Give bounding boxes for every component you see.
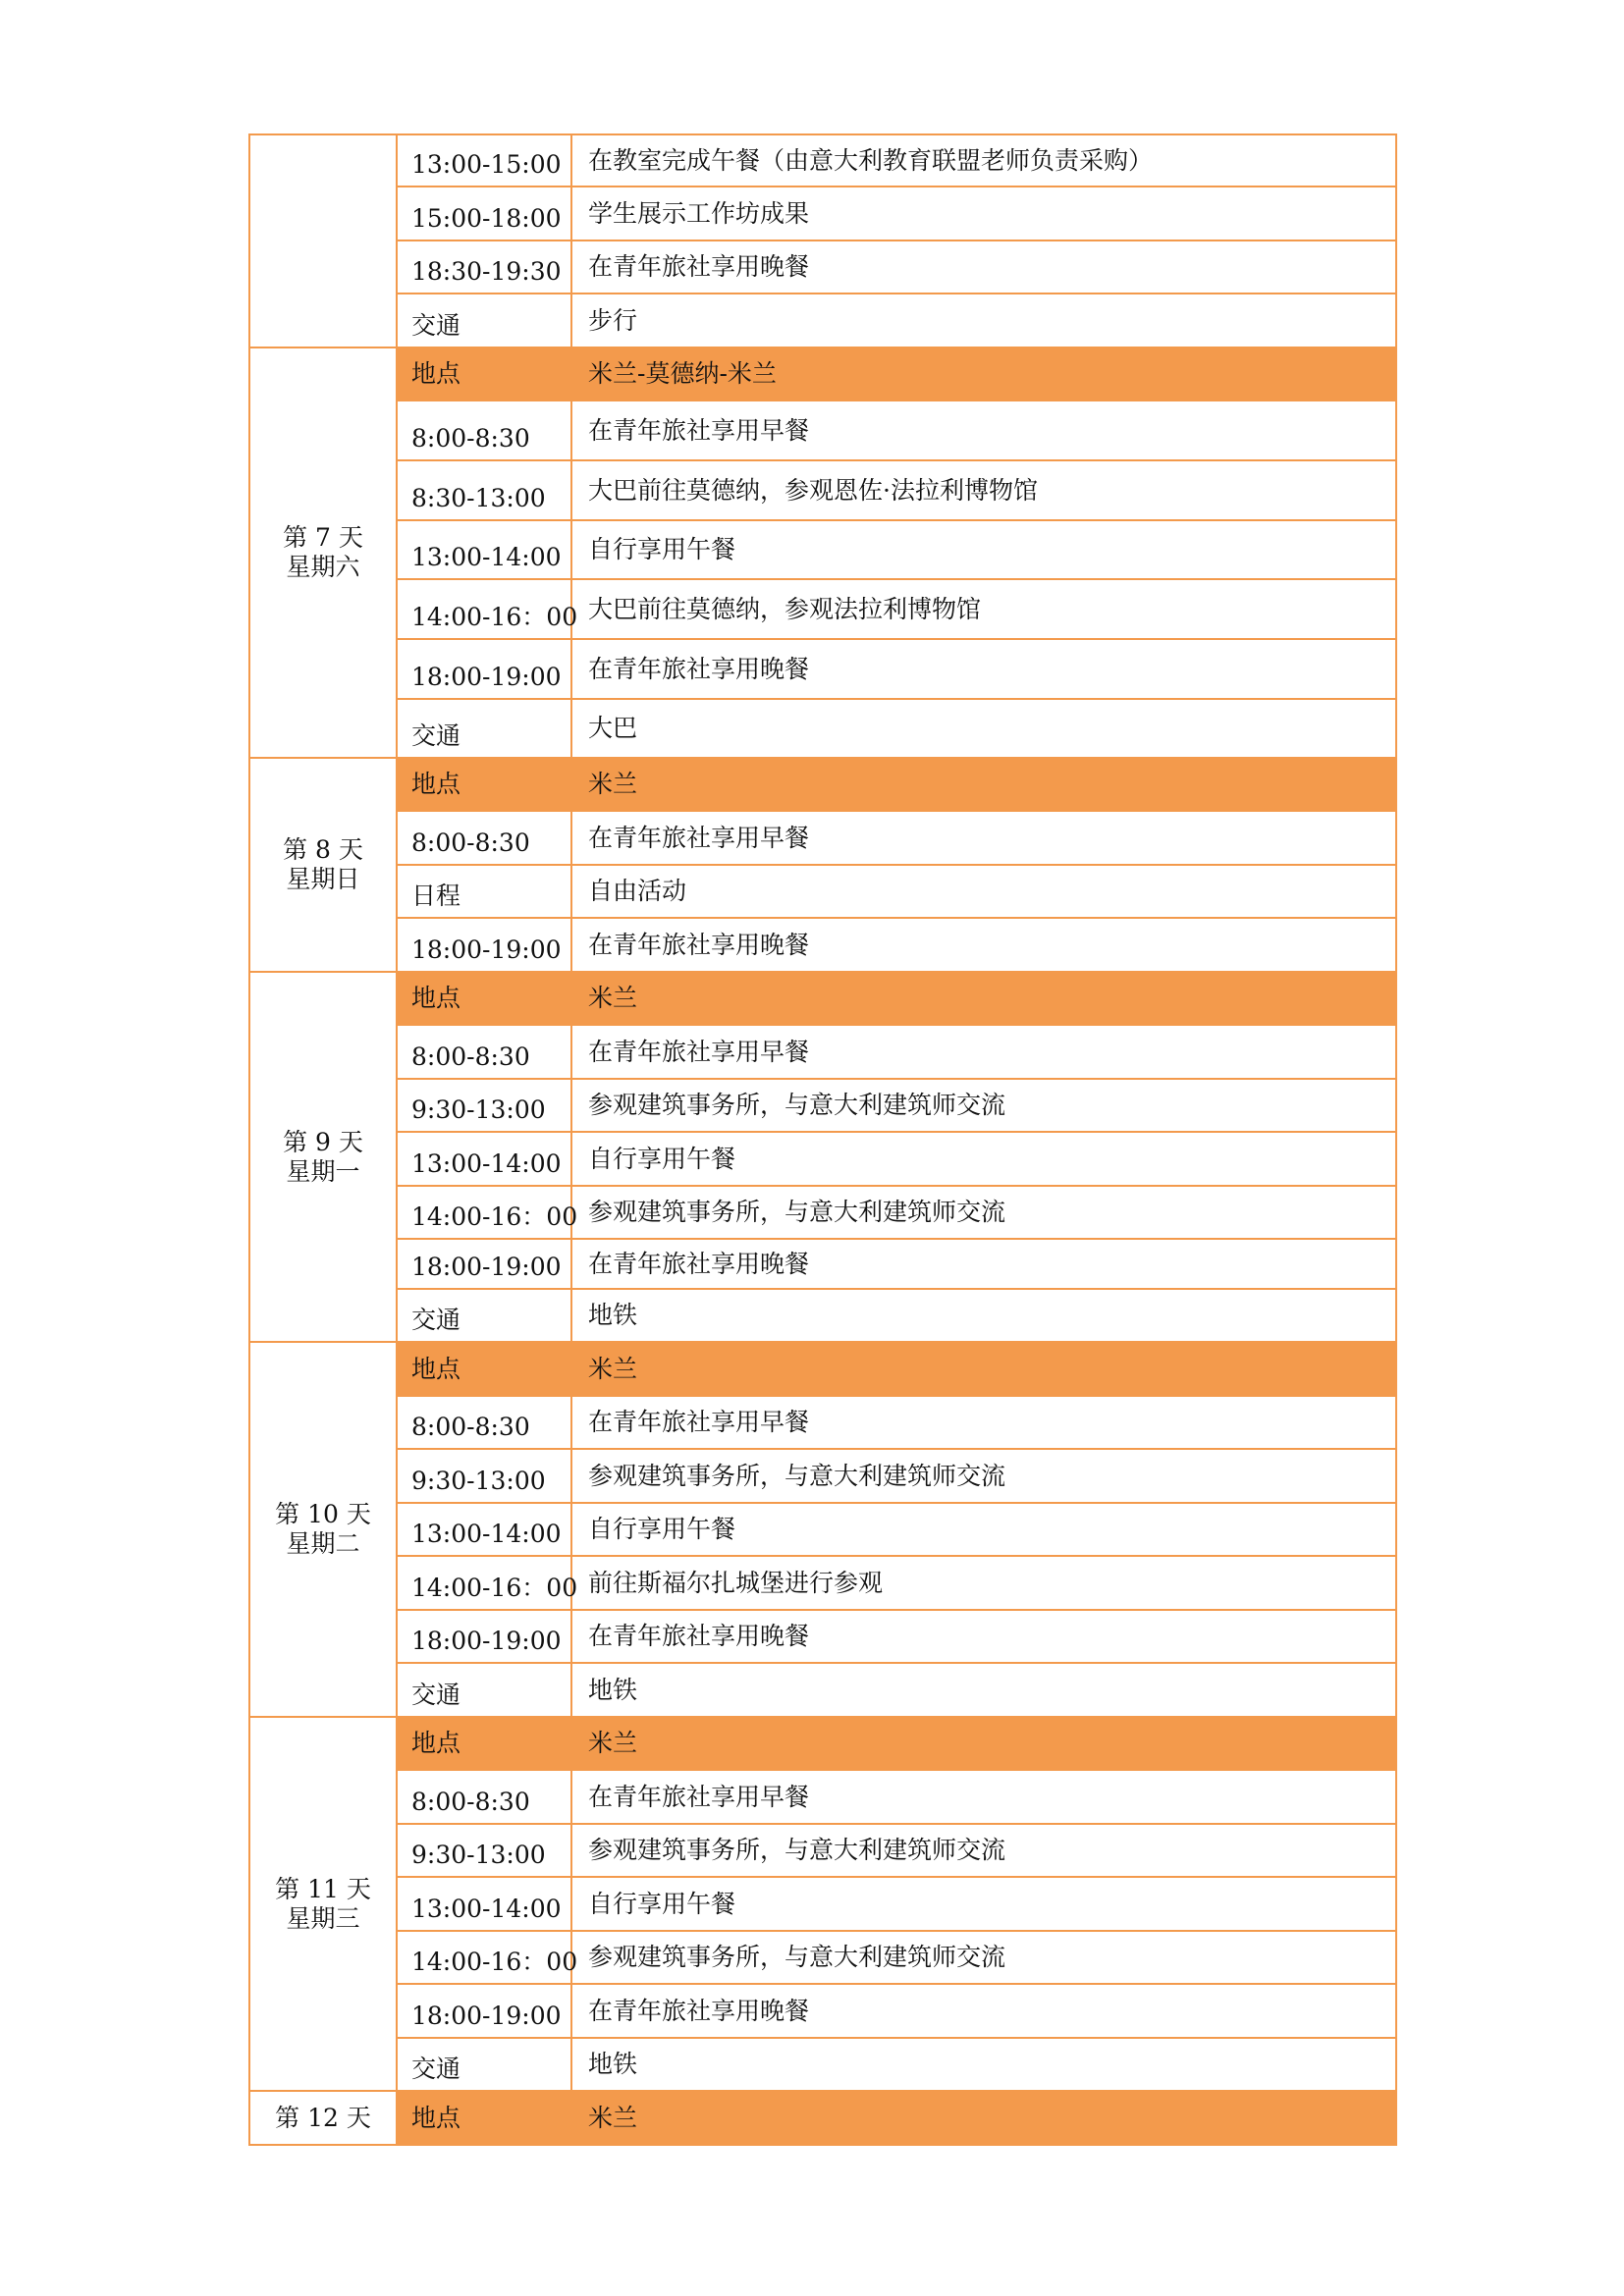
schedule-row bbox=[249, 1984, 1396, 2038]
schedule-row bbox=[249, 1186, 1396, 1239]
location-label: 地点 bbox=[397, 1342, 571, 1396]
activity: 在青年旅社享用早餐 bbox=[571, 1770, 1396, 1824]
location-value: 米兰 bbox=[571, 1717, 1396, 1770]
day-cell bbox=[249, 972, 397, 1342]
activity: 地铁 bbox=[571, 2038, 1396, 2091]
time-slot: 13:00-15:00 bbox=[397, 134, 571, 187]
schedule-row bbox=[249, 520, 1396, 579]
activity: 自行享用午餐 bbox=[571, 1132, 1396, 1186]
time-slot: 15:00-18:00 bbox=[397, 187, 571, 240]
day-number: 第 9 天 bbox=[283, 1127, 363, 1156]
location-row bbox=[249, 972, 1396, 1025]
weekday: 星期三 bbox=[286, 1903, 360, 1933]
itinerary-body bbox=[249, 134, 1396, 2145]
schedule-row bbox=[249, 1289, 1396, 1342]
time-slot: 14:00-16：00 bbox=[397, 1556, 571, 1610]
activity: 在青年旅社享用晚餐 bbox=[571, 1984, 1396, 2038]
day-number: 第 10 天 bbox=[275, 1500, 371, 1528]
schedule-row bbox=[249, 1132, 1396, 1186]
schedule-row bbox=[249, 1663, 1396, 1717]
location-label: 地点 bbox=[397, 347, 571, 400]
time-slot: 18:00-19:00 bbox=[397, 1239, 571, 1289]
location-label: 地点 bbox=[397, 2091, 571, 2145]
schedule-row bbox=[249, 1079, 1396, 1132]
weekday: 星期日 bbox=[286, 865, 360, 893]
location-row bbox=[249, 1717, 1396, 1770]
schedule-row bbox=[249, 865, 1396, 918]
activity: 自由活动 bbox=[571, 865, 1396, 918]
location-value: 米兰 bbox=[571, 2091, 1396, 2145]
location-value: 米兰 bbox=[571, 1342, 1396, 1396]
schedule-row bbox=[249, 1239, 1396, 1289]
time-slot: 14:00-16：00 bbox=[397, 579, 571, 639]
schedule-row bbox=[249, 1503, 1396, 1556]
activity: 自行享用午餐 bbox=[571, 1503, 1396, 1556]
time-slot: 13:00-14:00 bbox=[397, 520, 571, 579]
time-slot: 8:00-8:30 bbox=[397, 1770, 571, 1824]
location-row bbox=[249, 347, 1396, 400]
time-slot: 8:30-13:00 bbox=[397, 460, 571, 520]
activity: 自行享用午餐 bbox=[571, 520, 1396, 579]
activity: 参观建筑事务所，与意大利建筑师交流 bbox=[571, 1079, 1396, 1132]
time-slot: 8:00-8:30 bbox=[397, 1025, 571, 1079]
activity: 在青年旅社享用晚餐 bbox=[571, 240, 1396, 294]
time-slot: 13:00-14:00 bbox=[397, 1877, 571, 1931]
schedule-row bbox=[249, 1396, 1396, 1449]
time-slot: 18:00-19:00 bbox=[397, 1610, 571, 1663]
activity: 在青年旅社享用早餐 bbox=[571, 1025, 1396, 1079]
schedule-row bbox=[249, 134, 1396, 187]
schedule-row bbox=[249, 1877, 1396, 1931]
schedule-row bbox=[249, 187, 1396, 240]
time-slot: 13:00-14:00 bbox=[397, 1503, 571, 1556]
schedule-row bbox=[249, 1025, 1396, 1079]
location-label: 地点 bbox=[397, 1717, 571, 1770]
time-slot: 8:00-8:30 bbox=[397, 400, 571, 460]
schedule-row bbox=[249, 1824, 1396, 1877]
activity: 参观建筑事务所，与意大利建筑师交流 bbox=[571, 1824, 1396, 1877]
time-slot: 交通 bbox=[397, 1289, 571, 1342]
time-slot: 9:30-13:00 bbox=[397, 1079, 571, 1132]
activity: 大巴 bbox=[571, 699, 1396, 758]
activity: 地铁 bbox=[571, 1663, 1396, 1717]
activity: 自行享用午餐 bbox=[571, 1877, 1396, 1931]
schedule-row bbox=[249, 918, 1396, 972]
schedule-row bbox=[249, 811, 1396, 865]
activity: 参观建筑事务所，与意大利建筑师交流 bbox=[571, 1186, 1396, 1239]
time-slot: 9:30-13:00 bbox=[397, 1449, 571, 1503]
schedule-row bbox=[249, 240, 1396, 294]
schedule-row bbox=[249, 2038, 1396, 2091]
activity: 在青年旅社享用晚餐 bbox=[571, 1610, 1396, 1663]
schedule-row bbox=[249, 1556, 1396, 1610]
time-slot: 14:00-16：00 bbox=[397, 1931, 571, 1984]
time-slot: 交通 bbox=[397, 1663, 571, 1717]
activity: 参观建筑事务所，与意大利建筑师交流 bbox=[571, 1931, 1396, 1984]
time-slot: 18:00-19:00 bbox=[397, 639, 571, 699]
schedule-row bbox=[249, 579, 1396, 639]
activity: 大巴前往莫德纳，参观恩佐·法拉利博物馆 bbox=[571, 460, 1396, 520]
weekday: 星期六 bbox=[286, 553, 360, 581]
day-cell bbox=[249, 1342, 397, 1717]
itinerary-table bbox=[248, 133, 1397, 2146]
schedule-row bbox=[249, 1770, 1396, 1824]
schedule-row bbox=[249, 1449, 1396, 1503]
location-value: 米兰 bbox=[571, 972, 1396, 1025]
location-label: 地点 bbox=[397, 972, 571, 1025]
time-slot: 8:00-8:30 bbox=[397, 811, 571, 865]
day-cell bbox=[249, 134, 397, 347]
day-number: 第 11 天 bbox=[275, 1874, 371, 1903]
schedule-row bbox=[249, 1931, 1396, 1984]
schedule-row bbox=[249, 639, 1396, 699]
time-slot: 18:30-19:30 bbox=[397, 240, 571, 294]
location-row bbox=[249, 1342, 1396, 1396]
weekday: 星期二 bbox=[286, 1529, 360, 1558]
activity: 在青年旅社享用晚餐 bbox=[571, 918, 1396, 972]
location-row bbox=[249, 2091, 1396, 2145]
time-slot: 13:00-14:00 bbox=[397, 1132, 571, 1186]
location-row bbox=[249, 758, 1396, 811]
schedule-row bbox=[249, 400, 1396, 460]
time-slot: 日程 bbox=[397, 865, 571, 918]
schedule-row bbox=[249, 1610, 1396, 1663]
schedule-row bbox=[249, 294, 1396, 347]
time-slot: 交通 bbox=[397, 294, 571, 347]
activity: 在青年旅社享用早餐 bbox=[571, 400, 1396, 460]
day-number: 第 8 天 bbox=[283, 835, 363, 864]
day-cell bbox=[249, 2091, 397, 2145]
location-label: 地点 bbox=[397, 758, 571, 811]
schedule-row bbox=[249, 699, 1396, 758]
time-slot: 18:00-19:00 bbox=[397, 918, 571, 972]
time-slot: 8:00-8:30 bbox=[397, 1396, 571, 1449]
activity: 在教室完成午餐（由意大利教育联盟老师负责采购） bbox=[571, 134, 1396, 187]
location-value: 米兰-莫德纳-米兰 bbox=[571, 347, 1396, 400]
day-number: 第 12 天 bbox=[275, 2103, 371, 2132]
time-slot: 18:00-19:00 bbox=[397, 1984, 571, 2038]
weekday: 星期一 bbox=[286, 1156, 360, 1186]
activity: 在青年旅社享用晚餐 bbox=[571, 639, 1396, 699]
activity: 学生展示工作坊成果 bbox=[571, 187, 1396, 240]
activity: 前往斯福尔扎城堡进行参观 bbox=[571, 1556, 1396, 1610]
time-slot: 9:30-13:00 bbox=[397, 1824, 571, 1877]
activity: 在青年旅社享用早餐 bbox=[571, 811, 1396, 865]
day-cell bbox=[249, 758, 397, 972]
day-cell bbox=[249, 1717, 397, 2091]
activity: 在青年旅社享用晚餐 bbox=[571, 1239, 1396, 1289]
location-value: 米兰 bbox=[571, 758, 1396, 811]
activity: 地铁 bbox=[571, 1289, 1396, 1342]
activity: 在青年旅社享用早餐 bbox=[571, 1396, 1396, 1449]
time-slot: 交通 bbox=[397, 699, 571, 758]
time-slot: 交通 bbox=[397, 2038, 571, 2091]
activity: 大巴前往莫德纳，参观法拉利博物馆 bbox=[571, 579, 1396, 639]
schedule-row bbox=[249, 460, 1396, 520]
activity: 参观建筑事务所，与意大利建筑师交流 bbox=[571, 1449, 1396, 1503]
activity: 步行 bbox=[571, 294, 1396, 347]
day-cell bbox=[249, 347, 397, 758]
day-number: 第 7 天 bbox=[283, 523, 363, 552]
time-slot: 14:00-16：00 bbox=[397, 1186, 571, 1239]
